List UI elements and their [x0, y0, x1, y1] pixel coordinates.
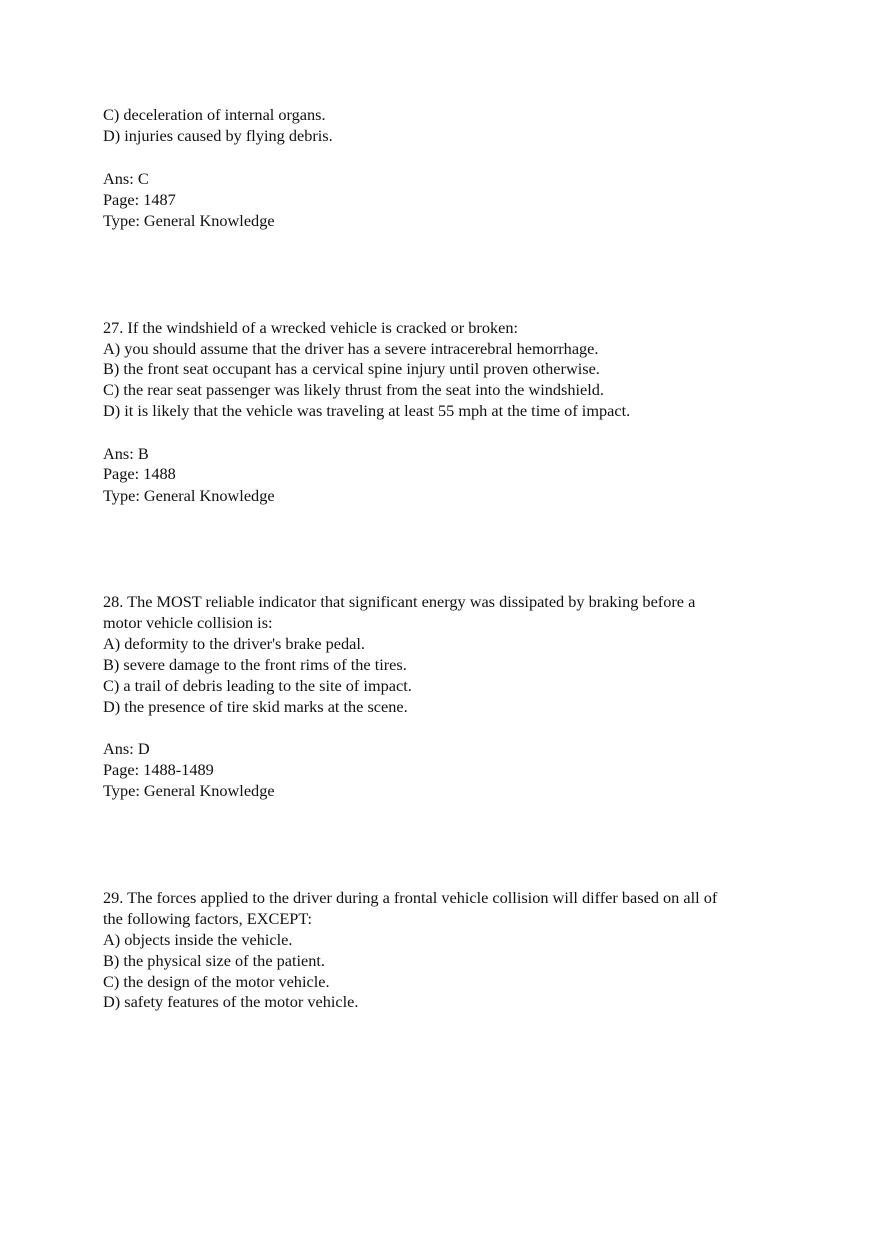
q26-option-d: D) injuries caused by flying debris.	[103, 126, 333, 145]
q27-answer: Ans: B	[103, 444, 149, 463]
q29-option-d: D) safety features of the motor vehicle.	[103, 992, 359, 1011]
q28-option-d: D) the presence of tire skid marks at the scene.	[103, 697, 408, 716]
q28-option-a: A) deformity to the driver's brake pedal.	[103, 634, 365, 653]
q26-answer: Ans: C	[103, 169, 149, 188]
q28-option-b: B) severe damage to the front rims of the tires.	[103, 655, 407, 674]
q28-stem-line-1: 28. The MOST reliable indicator that significant energy was dissipated by braking before a	[103, 592, 696, 611]
q27-option-c: C) the rear seat passenger was likely thrust from the seat into the windshield.	[103, 380, 604, 399]
q29-stem-line-1: 29. The forces applied to the driver during a frontal vehicle collision will differ based on all of	[103, 888, 718, 907]
q26-type: Type: General Knowledge	[103, 211, 275, 230]
q28-stem-line-2: motor vehicle collision is:	[103, 613, 273, 632]
q28-page: Page: 1488-1489	[103, 760, 214, 779]
q27-page: Page: 1488	[103, 464, 176, 483]
q29-stem-line-2: the following factors, EXCEPT:	[103, 909, 313, 928]
q27-option-d: D) it is likely that the vehicle was traveling at least 55 mph at the time of impact.	[103, 401, 631, 420]
q29-option-c: C) the design of the motor vehicle.	[103, 972, 330, 991]
q26-page: Page: 1487	[103, 190, 176, 209]
q26-option-c: C) deceleration of internal organs.	[103, 105, 326, 124]
q27-type: Type: General Knowledge	[103, 486, 275, 505]
q29-option-a: A) objects inside the vehicle.	[103, 930, 293, 949]
q28-answer: Ans: D	[103, 739, 150, 758]
q29-option-b: B) the physical size of the patient.	[103, 951, 325, 970]
q27-option-b: B) the front seat occupant has a cervical spine injury until proven otherwise.	[103, 359, 600, 378]
q27-option-a: A) you should assume that the driver has a severe intracerebral hemorrhage.	[103, 339, 599, 358]
q27-stem: 27. If the windshield of a wrecked vehicle is cracked or broken:	[103, 318, 519, 337]
q28-type: Type: General Knowledge	[103, 781, 275, 800]
q28-option-c: C) a trail of debris leading to the site of impact.	[103, 676, 412, 695]
